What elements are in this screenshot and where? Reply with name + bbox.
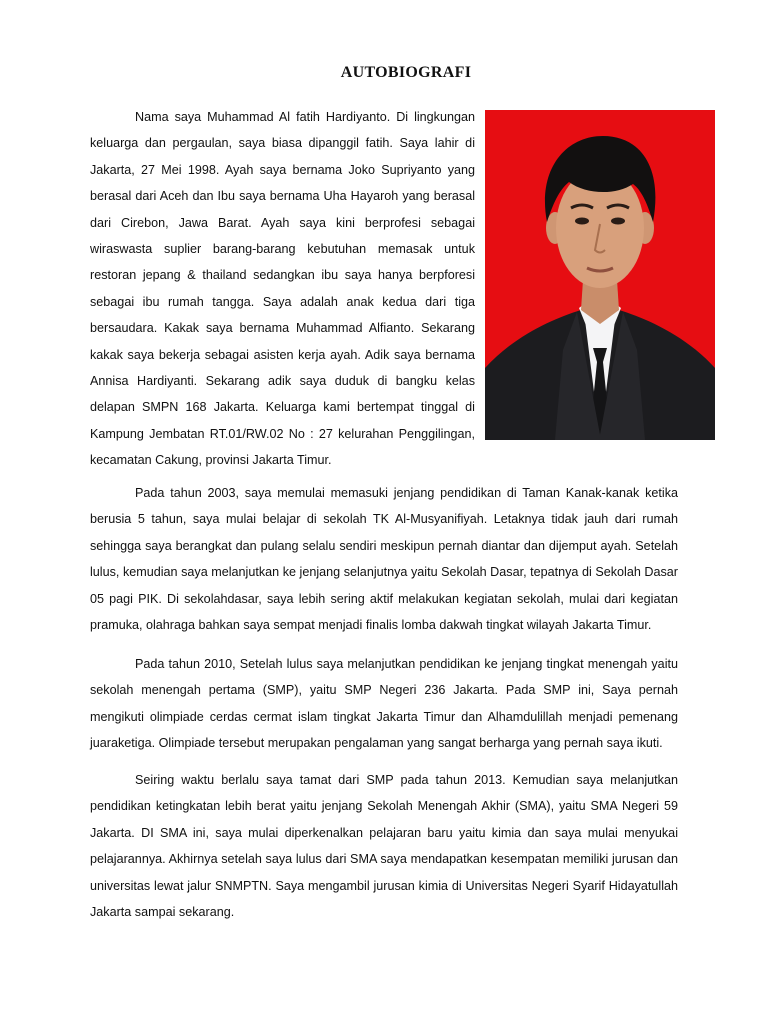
paragraph-identity: Nama saya Muhammad Al fatih Hardiyanto. Di lingkungan keluarga dan pergaulan, saya biasa dipanggil fatih. Saya lahir di Jakarta, 27 Mei 1998. Ayah saya bernama Joko Supriyanto yang berasal dari Aceh dan Ibu saya bernama Uha Hayaroh yang berasal dari Cirebon, Jawa Barat. Ayah saya kini berprofesi sebagai wiraswasta suplier barang-barang kebutuhan memasak untuk restoran jepang & thailand sedangkan ibu saya hanya berpforesi sebagai ibu rumah tangga. Saya adalah anak kedua dari tiga bersaudara. Kakak saya bernama Muhammad Alfianto. Sekarang kakak saya bekerja sebagai asisten kerja ayah. Adik saya bernama Annisa Hardiyanti. Sekarang adik saya duduk di bangku kelas delapan SMPN 168 Jakarta. Keluarga kami bertempat tinggal di Kampung Jembatan RT.01/RW.02 No : 27 kelurahan Penggilingan, kecamatan Cakung, provinsi Jakarta Timur.: [90, 110, 475, 468]
portrait-illustration: [485, 110, 715, 440]
left-eye: [575, 218, 589, 225]
paragraph-senior-high: Seiring waktu berlalu saya tamat dari SMP pada tahun 2013. Kemudian saya melanjutkan pendidikan ketingkatan lebih berat yaitu jenjang Sekolah Menengah Akhir (SMA), yaitu SMA Negeri 59 Jakarta. DI SMA ini, saya mulai diperkenalkan pelajaran baru yaitu kimia dan saya mulai menyukai pelajarannya. Akhirnya setelah saya lulus dari SMA saya mendapatkan kesempatan memiliki jurusan dan universitas lewat jalur SNMPTN. Saya mengambil jurusan kimia di Universitas Negeri Syarif Hidayatullah Jakarta sampai sekarang.: [90, 773, 678, 920]
right-eye: [611, 218, 625, 225]
portrait-photo: [485, 110, 715, 440]
paragraph-elementary: Pada tahun 2003, saya memulai memasuki jenjang pendidikan di Taman Kanak-kanak ketika berusia 5 tahun, saya mulai belajar di sekolah TK Al-Musyanifiyah. Letaknya tidak jauh dari rumah sehingga saya berangkat dan pulang selalu sendiri meskipun pernah diantar dan dijemput ayah. Setelah lulus, kemudian saya melanjutkan ke jenjang selanjutnya yaitu Sekolah Dasar, tepatnya di Sekolah Dasar 05 pagi PIK. Di sekolahdasar, saya lebih sering aktif melakukan kegiatan sekolah, mulai dari kegiatan pramuka, olahraga bahkan saya sempat menjadi finalis lomba dakwah tingkat wilayah Jakarta Timur.: [90, 486, 678, 633]
document-title: AUTOBIOGRAFI: [340, 64, 472, 81]
paragraph-junior-high: Pada tahun 2010, Setelah lulus saya melanjutkan pendidikan ke jenjang tingkat menengah yaitu sekolah menengah pertama (SMP), yaitu SMP Negeri 236 Jakarta. Pada SMP ini, Saya pernah mengikuti olimpiade cerdas cermat islam tingkat Jakarta Timur dan Alhamdulillah menjadi pemenang juaraketiga. Olimpiade tersebut merupakan pengalaman yang sangat berharga yang pernah saya ikuti.: [90, 657, 678, 751]
